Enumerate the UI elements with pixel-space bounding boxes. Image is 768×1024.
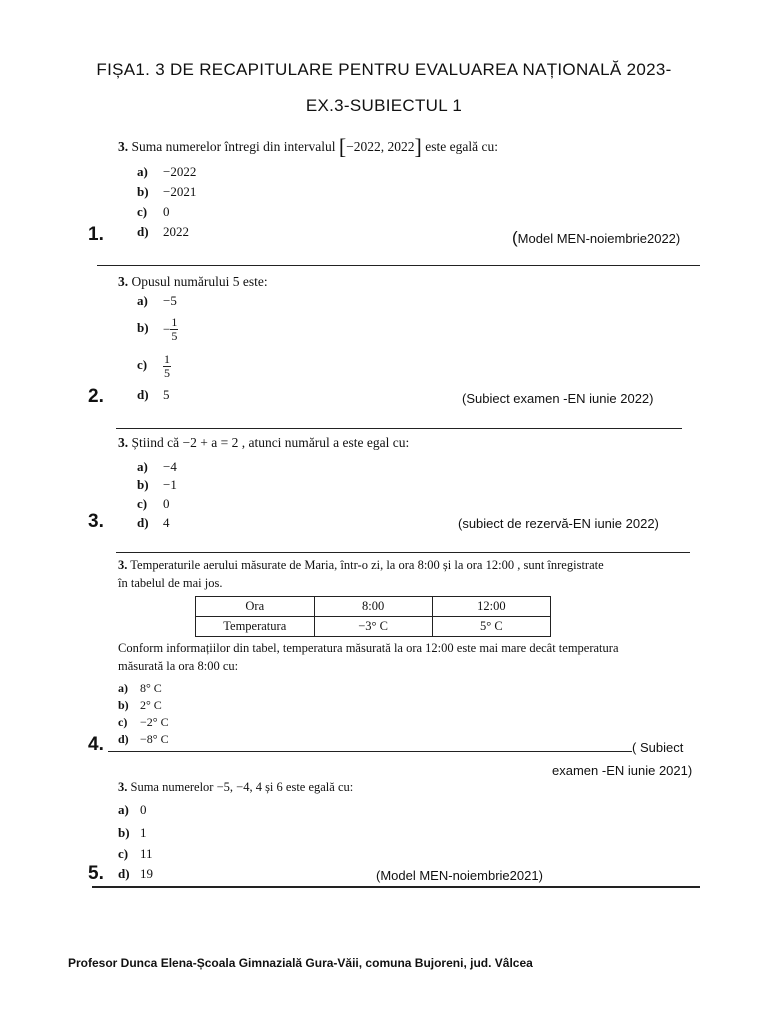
q1-number: 1. [88,224,104,245]
q2-number: 2. [88,386,104,407]
q1-text-after: este egală cu: [425,139,498,154]
q5-source: (Model MEN-noiembrie2021) [376,868,543,883]
q3-option-b: b) −1 [137,477,177,492]
page-subtitle: EX.3-SUBIECTUL 1 [305,96,463,115]
q3-source: (subiect de rezervă-EN iunie 2022) [458,516,659,531]
table-cell: 5° C [432,617,550,637]
temperature-table [195,596,551,637]
q1-source: (Model MEN-noiembrie2022) [512,228,681,247]
q3-label: 3. [118,435,129,450]
divider-1 [97,265,700,266]
q4-label: 3. [118,558,128,572]
q3-text: Știind că −2 + a = 2 , atunci numărul a este egal cu: [131,435,410,450]
q5-text: Suma numerelor −5, −4, 4 și 6 este egală cu: [130,780,354,794]
table-cell: 12:00 [432,597,550,617]
table-cell: Temperatura [196,617,315,637]
q1-interval: −2022, 2022 [346,139,415,154]
table-cell: 8:00 [314,597,432,617]
q1-option-c: c) 0 [137,204,170,219]
q5-option-b: b) 1 [118,825,147,840]
q2-statement [118,274,268,290]
q5-option-d: d) 19 [118,866,153,881]
q4-number: 4. [88,734,104,755]
q2-option-b: b) − $\frac{1}{5}$ [137,315,178,343]
q3-number: 3. [88,511,104,532]
q4-source-line2: examen -EN iunie 2021) [552,763,693,778]
table-row [196,617,551,637]
q4-question-line1: Conform informațiilor din tabel, temperatura măsurată la ora 12:00 este mai mare decât temperatura [118,641,619,655]
q2-option-a: a) −5 [137,293,177,308]
q4-text-line1: Temperaturile aerului măsurate de Maria, într-o zi, la ora 8:00 și la ora 12:00 , sunt înregistrate [130,558,604,572]
q4-question-line2: măsurată la ora 8:00 cu: [118,659,239,673]
q5-option-a: a) 0 [118,802,147,817]
q5-statement [118,780,353,795]
q4-option-c: c) −2° C [118,715,169,729]
q2-option-c: c) $\frac{1}{5}$ [137,352,170,380]
q5-option-c: c) 11 [118,846,153,861]
footer-author: Profesor Dunca Elena-Școala Gimnazială Gura-Văii, comuna Bujoreni, jud. Vâlcea [68,956,533,970]
q5-number: 5. [88,863,104,884]
page-title: FIȘA1. 3 DE RECAPITULARE PENTRU EVALUAREA NAȚIONALĂ 2023- [96,60,672,79]
q2-text: Opusul numărului 5 este: [131,274,268,289]
q1-option-a: a) −2022 [137,164,197,179]
q2-label: 3. [118,274,129,289]
table-cell: Ora [196,597,315,617]
q3-statement [118,435,409,451]
divider-5 [92,886,700,888]
q3-option-d: d) 4 [137,515,170,530]
table-row [196,597,551,617]
q5-label: 3. [118,780,128,794]
table-cell: −3° C [314,617,432,637]
divider-4 [108,751,632,752]
q1-option-b: b) −2021 [137,184,197,199]
q2-source: (Subiect examen -EN iunie 2022) [462,391,654,406]
q4-statement [118,558,604,573]
q4-option-a: a) 8° C [118,681,162,695]
q4-source-line1: ( Subiect [632,740,684,755]
q1-option-d: d) 2022 [137,224,189,239]
divider-3 [116,552,690,553]
q4-option-d: d) −8° C [118,732,169,746]
q1-statement: 3. Suma numerelor întregi din intervalul [−2022, 2022] este egală cu: [118,134,498,159]
q1-text-before: Suma numerelor întregi din intervalul [131,139,336,154]
q4-option-b: b) 2° C [118,698,162,712]
q4-text-line2: în tabelul de mai jos. [118,576,223,590]
q1-label: 3. [118,139,129,154]
q3-option-c: c) 0 [137,496,170,511]
q3-option-a: a) −4 [137,459,177,474]
divider-2 [116,428,682,429]
q2-option-d: d) 5 [137,387,170,402]
